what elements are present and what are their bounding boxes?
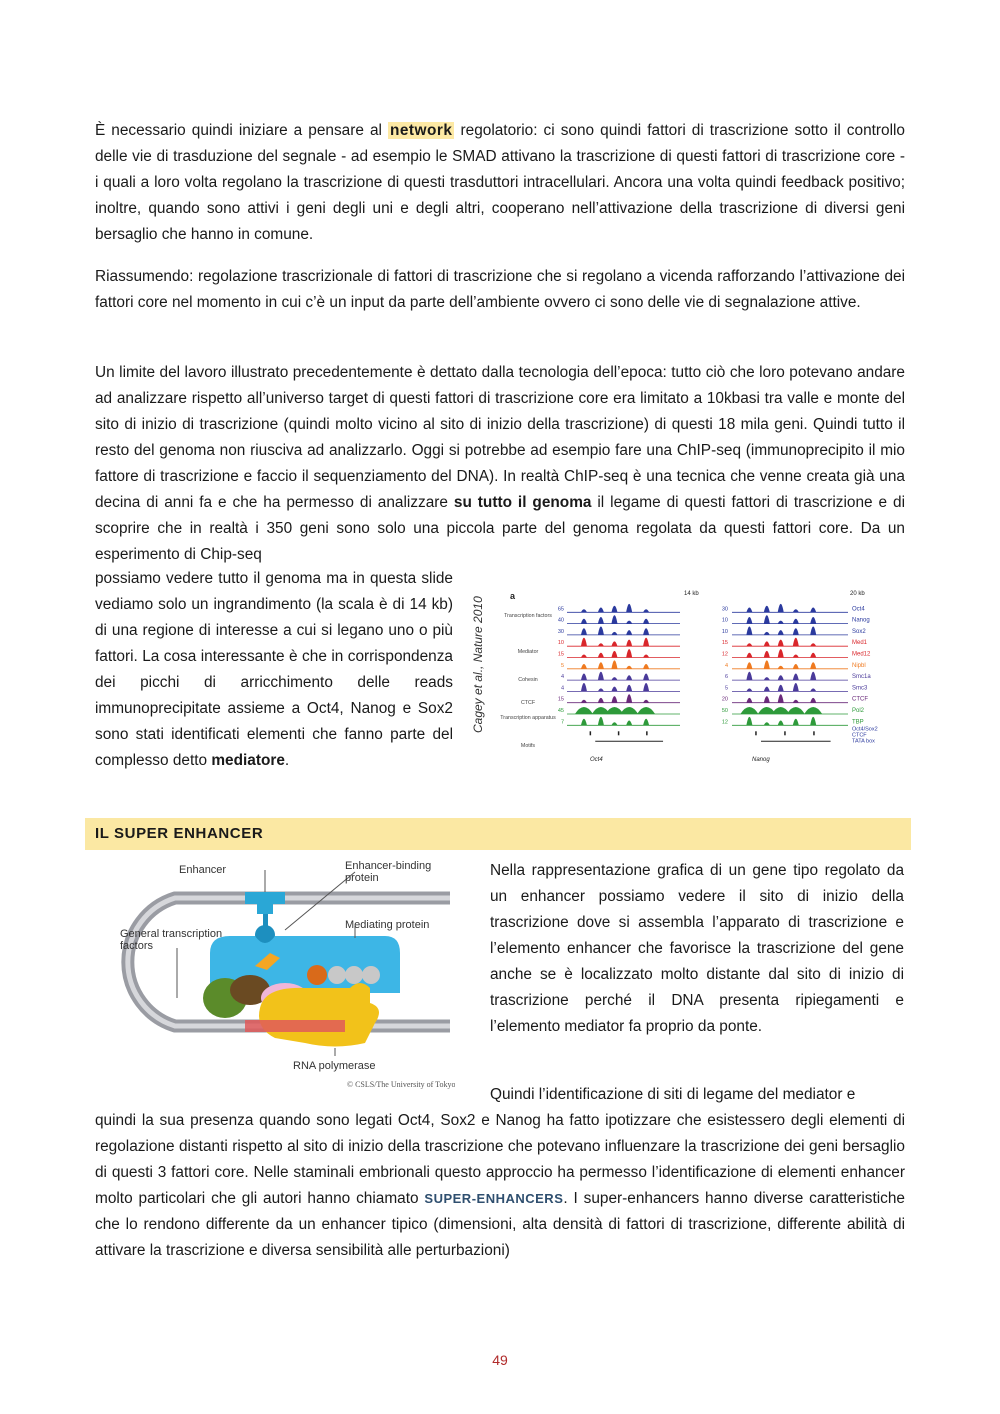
highlighted-term: network bbox=[389, 122, 453, 139]
motif-mark bbox=[784, 731, 786, 735]
track-group-label: Cohesin bbox=[518, 677, 538, 683]
track-name: Nipbl bbox=[852, 662, 866, 669]
peak bbox=[611, 722, 617, 725]
peak bbox=[626, 721, 632, 726]
paragraph-summary: Riassumendo: regolazione trascrizionale di fattori di trascrizione che si regolano a vicenda rafforzando l’attivazione dei fattori core nel momento in cui c’è un input da parte dell’ambiente ovvero ci sono delle vie di segnalazione attive. bbox=[95, 268, 905, 311]
text-run: È necessario quindi iniziare a pensare al bbox=[95, 122, 388, 139]
track-scale-left: 4 bbox=[560, 685, 564, 692]
track-group-label: Transcription apparatus bbox=[500, 715, 556, 721]
peak bbox=[643, 683, 649, 691]
track-scale-right: 12 bbox=[721, 651, 728, 658]
peak bbox=[643, 638, 649, 646]
peak bbox=[626, 604, 632, 612]
peak bbox=[810, 627, 816, 635]
peak bbox=[746, 662, 752, 669]
peak bbox=[626, 675, 632, 680]
peak bbox=[637, 707, 655, 714]
peak bbox=[793, 719, 799, 726]
enhancer-diagram-svg bbox=[95, 858, 455, 1093]
chipseq-tracks-svg bbox=[470, 585, 900, 765]
peak bbox=[787, 707, 805, 714]
peak bbox=[764, 606, 770, 613]
peak bbox=[746, 717, 752, 725]
peak bbox=[581, 628, 587, 635]
peak bbox=[620, 707, 638, 714]
peak bbox=[626, 649, 632, 657]
text-run: quindi la sua presenza quando sono legati Oct4, Sox2 e Nanog ha fatto ipotizzare che esistessero degli elementi di regolazione distanti rispetto al sito di inizio della trascrizione che potevano influenzare la trascrizione dei geni bersaglio di questi 3 fattori core. Nelle staminali embrionali questo approccio ha permesso l’identificazione di elementi enhancer molto particolari che gli autori hanno chiamato bbox=[95, 1112, 905, 1207]
motif-label: TATA box bbox=[852, 738, 875, 745]
peak bbox=[746, 627, 752, 635]
track-name: Nanog bbox=[852, 617, 870, 624]
track-name: Pol2 bbox=[852, 708, 865, 714]
motif-label: CTCF bbox=[852, 732, 867, 739]
enhancer-diagram bbox=[95, 858, 455, 1093]
peak bbox=[626, 685, 632, 692]
gene-left-label: Oct4 bbox=[590, 757, 603, 763]
peak bbox=[764, 632, 770, 635]
peak bbox=[643, 628, 649, 635]
peak bbox=[778, 630, 784, 635]
peak bbox=[810, 672, 816, 680]
track-scale-left: 10 bbox=[557, 640, 564, 647]
peak bbox=[626, 621, 632, 624]
peak bbox=[581, 700, 587, 703]
motif-mark bbox=[755, 731, 757, 735]
peak bbox=[581, 619, 587, 624]
peak bbox=[611, 677, 617, 680]
track-scale-right: 30 bbox=[721, 606, 728, 613]
peak bbox=[764, 641, 770, 646]
track-name: Med1 bbox=[852, 640, 868, 647]
peak bbox=[611, 632, 617, 635]
peak bbox=[746, 653, 752, 658]
peak bbox=[611, 615, 617, 623]
peak bbox=[575, 707, 593, 714]
track-scale-right: 6 bbox=[724, 674, 728, 681]
track-scale-right: 10 bbox=[721, 617, 728, 624]
bold-term: su tutto il genoma bbox=[453, 494, 592, 511]
text-run: regolatorio: ci sono quindi fattori di trascrizione sotto il controllo delle vie di trasduzione del segnale - ad esempio le SMAD attivano la trascrizione di questi fattori di trascrizione core - i quali a loro volta regolano la trascrizione di questi trasduttori intracellulari. Ancora una volta quindi feedback positivo; inoltre, quando sono attivi i geni degli uni e degli altri, cooperano nell’attivazione della trascrizione di diversi geni bersaglio che hanno in comune. bbox=[95, 122, 905, 243]
track-scale-left: 15 bbox=[557, 696, 564, 703]
peak bbox=[598, 672, 604, 680]
peak bbox=[764, 651, 770, 658]
peak bbox=[643, 619, 649, 624]
peak bbox=[643, 609, 649, 612]
peak bbox=[605, 707, 623, 714]
peak bbox=[793, 700, 799, 703]
bead-grey bbox=[345, 966, 363, 984]
peak bbox=[598, 643, 604, 646]
motif-mark bbox=[813, 731, 815, 735]
peak bbox=[810, 653, 816, 658]
peak bbox=[581, 655, 587, 658]
peak bbox=[746, 698, 752, 703]
track-scale-right: 15 bbox=[721, 640, 728, 647]
track-scale-left: 15 bbox=[557, 651, 564, 658]
paragraph-network bbox=[95, 118, 905, 248]
label-binding-protein: Enhancer-binding protein bbox=[345, 860, 432, 884]
paragraph-enhancer: Nella rappresentazione grafica di un gene tipo regolato da un enhancer possiamo vedere il sito di inizio della trascrizione dove si assembla l’apparato di trascrizione e l’elemento enhancer che favorisce la trascrizione del gene anche se è localizzato molto distante dal sito di inizio di trascrizione perché il DNA presenta ripiegamenti e l’elemento mediator fa proprio da ponte. bbox=[490, 862, 904, 1035]
scale-left: 14 kb bbox=[684, 591, 699, 597]
peak bbox=[581, 664, 587, 669]
peak bbox=[778, 621, 784, 624]
peak bbox=[793, 638, 799, 646]
peak bbox=[764, 660, 770, 668]
peak bbox=[626, 640, 632, 647]
peak bbox=[581, 683, 587, 691]
peak bbox=[598, 688, 604, 691]
peak bbox=[764, 687, 770, 692]
peak bbox=[598, 608, 604, 613]
peak bbox=[810, 662, 816, 669]
peak bbox=[764, 696, 770, 703]
peak bbox=[598, 662, 604, 669]
peak bbox=[764, 677, 770, 680]
track-scale-right: 20 bbox=[721, 696, 728, 703]
peak bbox=[746, 608, 752, 613]
peak bbox=[598, 717, 604, 725]
motif-label: Oct4/Sox2 bbox=[852, 726, 878, 733]
paragraph-chipseq bbox=[95, 360, 905, 568]
track-name: Smc3 bbox=[852, 685, 868, 692]
peak bbox=[793, 674, 799, 681]
track-name: Oct4 bbox=[852, 606, 865, 613]
track-scale-right: 12 bbox=[721, 719, 728, 726]
text-run: Un limite del lavoro illustrato precedentemente è dettato dalla tecnologia dell’epoca: tutto ciò che loro potevano andare ad analizzare rispetto all’universo target di questi fattori di trascrizione core era limitato a 10kbasi tra valle e monte del sito di inizio di trascrizione (quindi molto vicino al sito di inizio della trascrizione) di questi 18 mila geni. Quindi tutto il resto del genoma non riusciva ad analizzarlo. Oggi si potrebbe ad esempio fare una ChIP-seq (immunoprecipito il mio fattore di trascrizione e faccio il sequenziamento del DNA). In realtà ChIP-seq è una tecnica che venne creata già una decina di anni fa e che ha permesso di analizzare bbox=[95, 364, 905, 511]
rna-polymerase bbox=[259, 983, 379, 1047]
peak bbox=[793, 628, 799, 635]
track-scale-left: 4 bbox=[560, 674, 564, 681]
promoter-region bbox=[245, 1020, 345, 1032]
peak bbox=[746, 643, 752, 646]
track-scale-left: 65 bbox=[557, 606, 564, 613]
track-name: CTCF bbox=[852, 696, 868, 703]
track-scale-left: 40 bbox=[557, 617, 564, 624]
motif-mark bbox=[618, 731, 620, 735]
peak bbox=[778, 721, 784, 726]
peak bbox=[643, 664, 649, 669]
motif-mark bbox=[590, 731, 592, 735]
peak bbox=[810, 698, 816, 703]
peak bbox=[611, 660, 617, 668]
credit-line: © CSLS/The University of Tokyo bbox=[347, 1080, 455, 1089]
section-heading-bar bbox=[85, 818, 911, 850]
peak bbox=[643, 674, 649, 681]
peak bbox=[643, 700, 649, 703]
peak bbox=[810, 717, 816, 725]
peak bbox=[778, 640, 784, 647]
peak bbox=[793, 655, 799, 658]
label-binding-protein-wrap bbox=[345, 860, 455, 892]
label-general-tf-wrap bbox=[120, 928, 240, 960]
peak bbox=[581, 638, 587, 646]
motif-mark bbox=[646, 731, 648, 735]
peak bbox=[746, 672, 752, 680]
peak bbox=[764, 615, 770, 623]
peak bbox=[772, 707, 790, 714]
peak bbox=[810, 688, 816, 691]
super-enhancers-term: SUPER-ENHANCERS bbox=[424, 1191, 564, 1206]
label-mediating-protein: Mediating protein bbox=[345, 919, 430, 931]
track-name: Smc1a bbox=[852, 674, 871, 681]
track-name: Sox2 bbox=[852, 628, 866, 635]
text-run: possiamo vedere tutto il genoma ma in questa slide vediamo solo un ingrandimento (la scala è di 14 kb) di una regione di interesse a cui si legano uno o più fattori. La cosa interessante è che in corrispondenza dei picchi di arricchimento delle reads immunoprecipitate assieme a Oct4, Nanog e Sox2 sono stati identificati elementi che fanno parte del complesso detto bbox=[95, 570, 453, 769]
peak bbox=[778, 685, 784, 692]
peak bbox=[611, 696, 617, 703]
peak bbox=[581, 609, 587, 612]
peak bbox=[581, 719, 587, 726]
track-scale-right: 5 bbox=[724, 685, 728, 692]
paragraph-super-enhancers bbox=[95, 1108, 905, 1264]
enhancer-binding-protein bbox=[257, 904, 273, 914]
scale-right: 20 kb bbox=[850, 591, 865, 597]
label-rna-pol: RNA polymerase bbox=[293, 1060, 376, 1072]
bead-orange bbox=[307, 965, 327, 985]
peak bbox=[804, 707, 822, 714]
track-group-label: Motifs bbox=[520, 743, 536, 749]
paragraph-mediator-sites-start: Quindi l’identificazione di siti di legame del mediator e bbox=[490, 1086, 856, 1103]
peak bbox=[764, 722, 770, 725]
bead-grey bbox=[362, 966, 380, 984]
text-run: il legame di questi fattori di trascrizione e di scoprire che in realtà i 350 geni sono solo una piccola parte del genoma regolata da questi fattori core. Da un esperimento di Chip-seq bbox=[95, 494, 905, 563]
text-run: . bbox=[284, 752, 290, 769]
peak bbox=[778, 666, 784, 669]
enhancer-element bbox=[245, 892, 285, 904]
peak bbox=[778, 604, 784, 612]
page-number: 49 bbox=[492, 1352, 508, 1368]
chipseq-figure bbox=[470, 585, 900, 765]
track-group-label: Transcription factors bbox=[504, 613, 552, 619]
track-scale-left: 30 bbox=[557, 628, 564, 635]
peak bbox=[626, 694, 632, 702]
text-run: . I super-enhancers hanno diverse caratteristiche che lo rendono differente da un enhancer tipico (dimensioni, alta densità di fattori di trascrizione, differente abilità di attivare la trascrizione e diversa sensibilità alle perturbazioni) bbox=[95, 1190, 905, 1259]
track-scale-left: 5 bbox=[560, 662, 564, 669]
peak bbox=[778, 675, 784, 680]
paragraph-mediator bbox=[95, 566, 453, 774]
panel-label: a bbox=[510, 591, 516, 601]
peak bbox=[643, 719, 649, 726]
peak bbox=[626, 630, 632, 635]
peak bbox=[598, 627, 604, 635]
peak bbox=[793, 619, 799, 624]
peak bbox=[778, 694, 784, 702]
peak bbox=[598, 698, 604, 703]
label-general-tf: General transcription factors bbox=[120, 928, 223, 952]
peak bbox=[581, 674, 587, 681]
peak bbox=[598, 617, 604, 624]
peak bbox=[611, 651, 617, 658]
track-name: Med12 bbox=[852, 651, 871, 658]
peak bbox=[643, 655, 649, 658]
track-scale-right: 4 bbox=[724, 662, 728, 669]
section-title: IL SUPER ENHANCER bbox=[95, 825, 264, 842]
peak bbox=[810, 643, 816, 646]
track-scale-left: 45 bbox=[557, 708, 564, 714]
peak bbox=[793, 664, 799, 669]
peak bbox=[746, 617, 752, 624]
bold-term: mediatore bbox=[211, 752, 285, 769]
track-scale-right: 10 bbox=[721, 628, 728, 635]
peak bbox=[746, 688, 752, 691]
peak bbox=[611, 606, 617, 613]
track-scale-right: 50 bbox=[721, 708, 728, 714]
gene-right-label: Nanog bbox=[752, 757, 770, 763]
track-scale-left: 7 bbox=[560, 719, 564, 726]
peak bbox=[598, 653, 604, 658]
peak bbox=[778, 649, 784, 657]
label-enhancer: Enhancer bbox=[179, 864, 227, 876]
citation-label: Cagey et al., Nature 2010 bbox=[471, 596, 485, 733]
track-name: TBP bbox=[852, 719, 864, 726]
track-group-label: CTCF bbox=[520, 700, 536, 706]
track-group-label: Mediator bbox=[517, 649, 539, 655]
peak bbox=[626, 666, 632, 669]
bead-grey bbox=[328, 966, 346, 984]
peak bbox=[611, 687, 617, 692]
peak bbox=[611, 641, 617, 646]
peak bbox=[740, 707, 758, 714]
peak bbox=[810, 608, 816, 613]
peak bbox=[810, 617, 816, 624]
peak bbox=[793, 609, 799, 612]
peak bbox=[793, 683, 799, 691]
